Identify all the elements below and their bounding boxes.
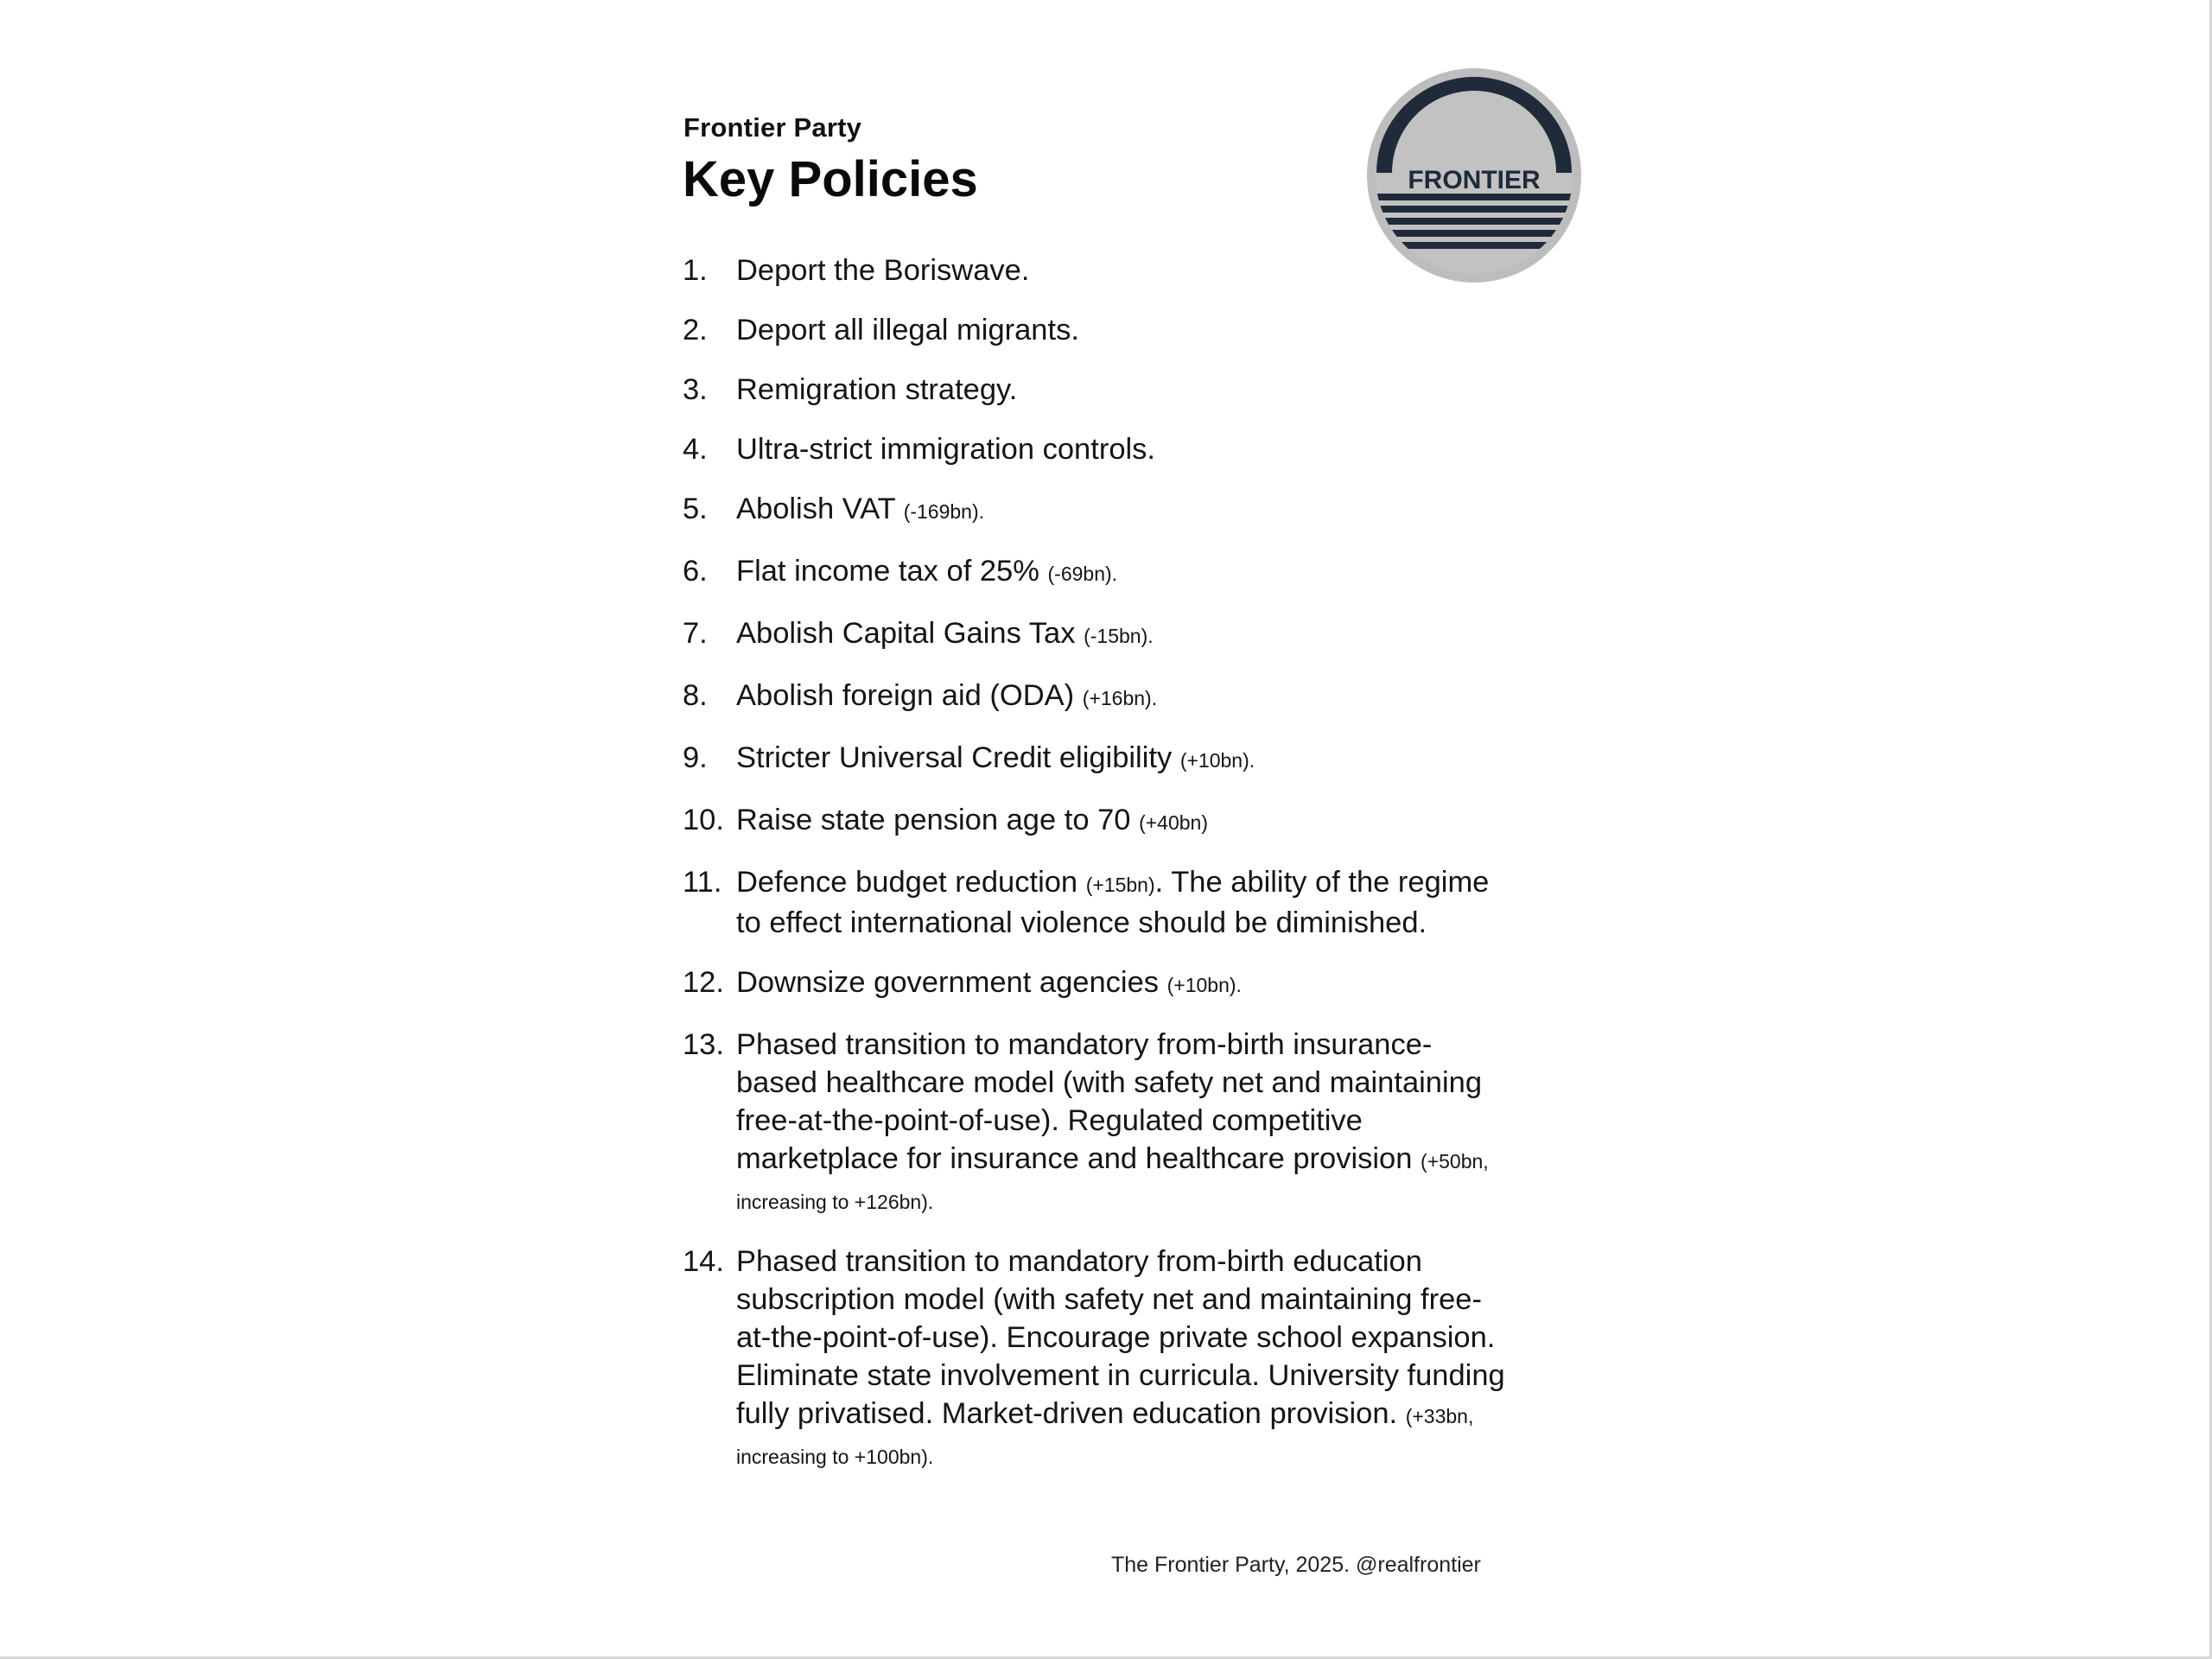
policy-item	[683, 1243, 1512, 1476]
policy-number: 6.	[683, 555, 708, 588]
policy-number: 10.	[683, 804, 724, 836]
policy-cost: (+50bn, increasing to +126bn).	[736, 1150, 1489, 1213]
policy-text: Phased transition to mandatory from-birth education subscription model (with safety net and maintaining free-at-the-point-of-use). Encourage private school expansion. Eliminate state involvement in curricula. University funding fully privatised. Market-driven education provision. (+33bn, increasing to +100bn).	[736, 1245, 1505, 1468]
policy-text: Abolish Capital Gains Tax (-15bn).	[736, 617, 1154, 650]
policy-cost: (+10bn).	[1166, 974, 1242, 996]
policy-number: 13.	[683, 1028, 724, 1061]
policy-item	[683, 251, 1512, 289]
policy-text: Deport all illegal migrants.	[736, 314, 1079, 346]
logo-stripe	[1366, 218, 1582, 225]
policy-cost: (+33bn, increasing to +100bn).	[736, 1405, 1474, 1468]
page-title: Key Policies	[683, 151, 978, 207]
policy-number: 8.	[683, 679, 708, 712]
policy-cost: (-69bn).	[1047, 563, 1118, 585]
policy-number: 1.	[683, 254, 708, 287]
policy-number: 11.	[683, 866, 722, 899]
policy-text: Defence budget reduction (+15bn). The ability of the regime to effect international violence should be diminished.	[736, 866, 1490, 939]
policy-item	[683, 677, 1512, 717]
policy-number: 9.	[683, 741, 708, 774]
policy-item	[683, 552, 1512, 593]
policy-number: 7.	[683, 617, 708, 650]
policy-item	[683, 1026, 1512, 1221]
policy-text: Phased transition to mandatory from-birth insurance-based healthcare model (with safety net and maintaining free-at-the-point-of-use). Regulated competitive marketplace for insurance and healthcare provision (+50bn, increasing to +126bn).	[736, 1028, 1489, 1213]
policy-text: Flat income tax of 25% (-69bn).	[736, 555, 1118, 588]
policy-text: Abolish VAT (-169bn).	[736, 493, 985, 525]
policy-item	[683, 614, 1512, 655]
logo-stripe	[1366, 194, 1582, 200]
policy-item	[683, 490, 1512, 531]
logo-wordmark: FRONTIER	[1408, 166, 1541, 194]
policy-text: Deport the Boriswave.	[736, 254, 1030, 287]
footer-credit: The Frontier Party, 2025. @realfrontier	[1111, 1553, 1481, 1577]
policy-number: 5.	[683, 493, 708, 525]
policy-number: 14.	[683, 1245, 724, 1278]
policy-item	[683, 801, 1512, 842]
logo-stripe	[1366, 206, 1582, 213]
policy-text: Remigration strategy.	[736, 373, 1018, 406]
logo-stripe	[1366, 230, 1582, 237]
policy-cost: (+16bn).	[1082, 687, 1158, 709]
policy-cost: (+40bn)	[1139, 811, 1209, 834]
policy-item	[683, 739, 1512, 779]
policy-number: 12.	[683, 966, 724, 999]
policy-item	[683, 430, 1512, 468]
policy-cost: (-169bn).	[903, 500, 985, 523]
policy-item	[683, 371, 1512, 409]
policy-number: 4.	[683, 433, 708, 466]
policy-text: Raise state pension age to 70 (+40bn)	[736, 804, 1209, 836]
policy-item	[683, 311, 1512, 349]
policy-text: Abolish foreign aid (ODA) (+16bn).	[736, 679, 1158, 712]
policy-number: 2.	[683, 314, 708, 346]
policy-item	[683, 963, 1512, 1004]
policy-list	[683, 251, 1512, 1497]
policy-text: Downsize government agencies (+10bn).	[736, 966, 1242, 999]
policy-cost: (+10bn).	[1179, 749, 1255, 772]
policy-cost: (+15bn)	[1085, 874, 1155, 896]
party-name: Frontier Party	[683, 112, 862, 143]
policy-text: Stricter Universal Credit eligibility (+10bn).	[736, 741, 1255, 774]
policy-cost: (-15bn).	[1084, 625, 1154, 647]
policy-item	[683, 863, 1512, 942]
policy-text: Ultra-strict immigration controls.	[736, 433, 1156, 466]
policy-number: 3.	[683, 373, 708, 406]
